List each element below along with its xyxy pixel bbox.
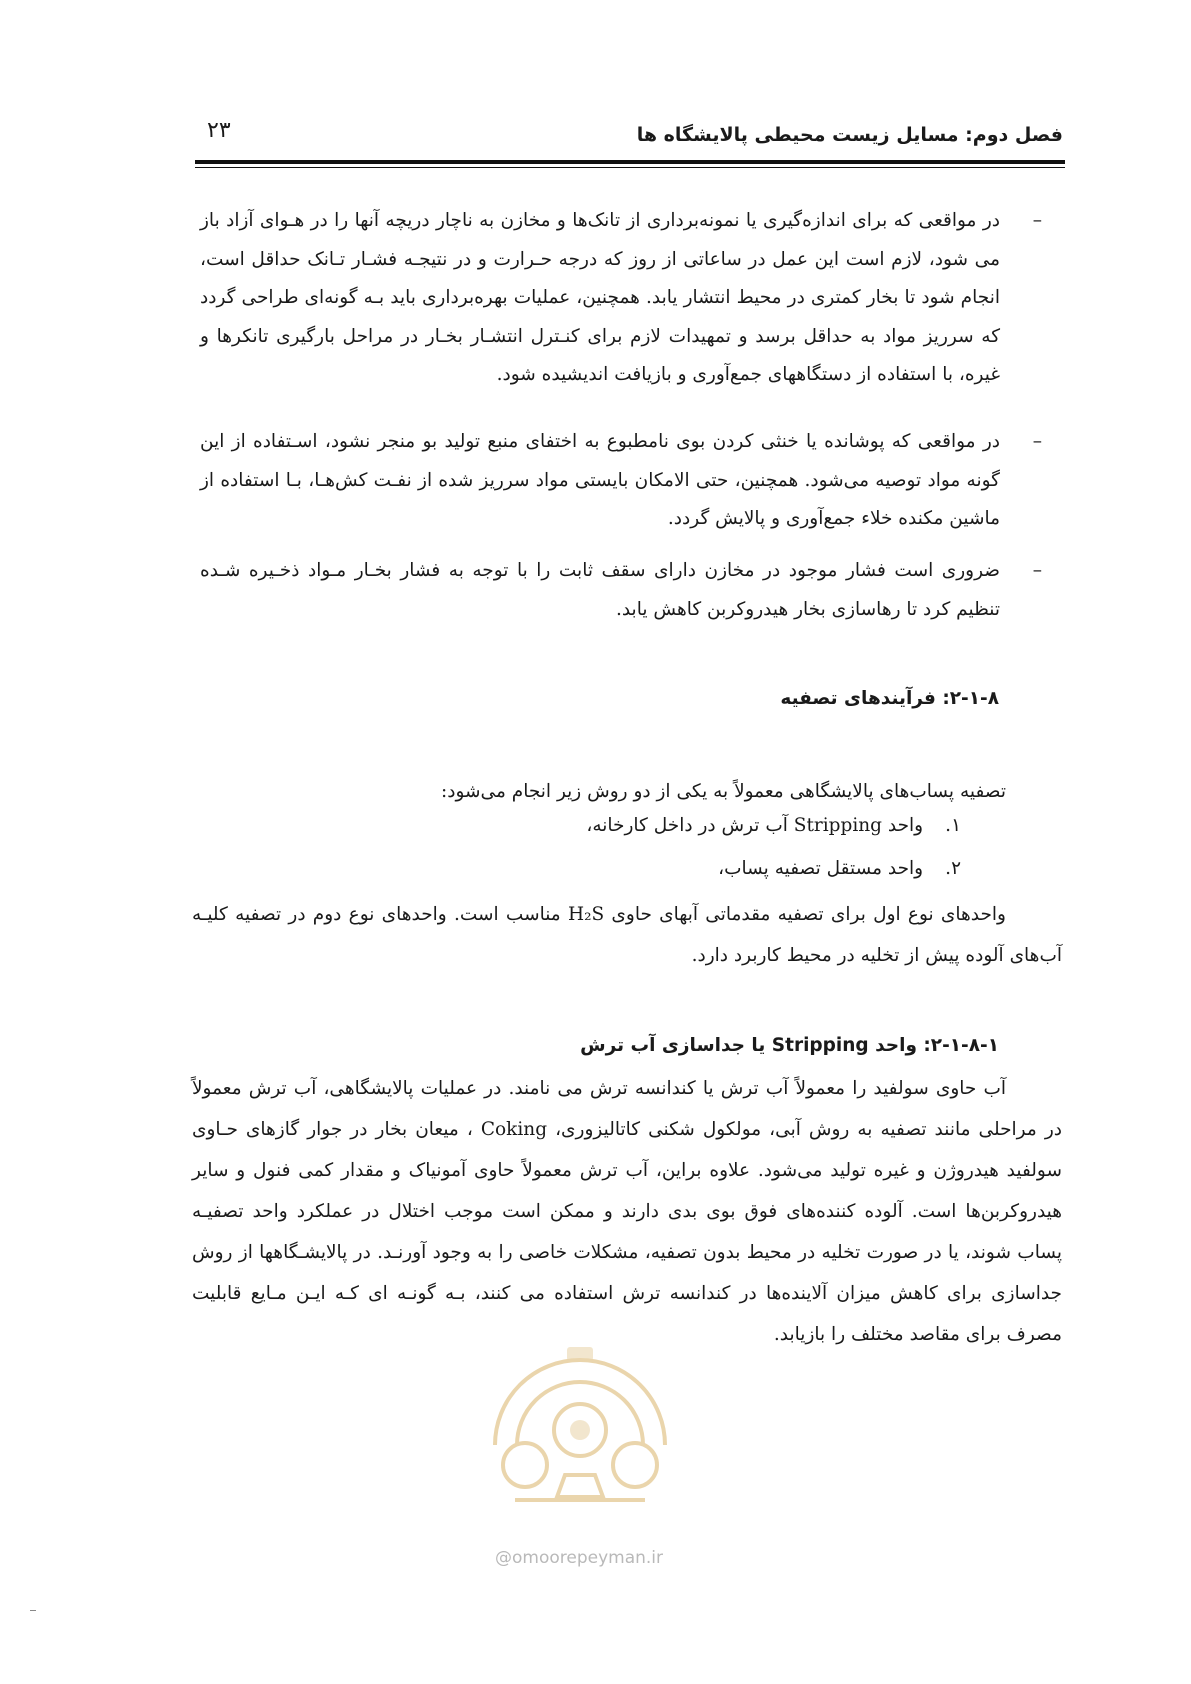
watermark-text: @omoorepeyman.ir (495, 1548, 664, 1568)
bullet-dash: – (1032, 210, 1042, 231)
subsection-heading: ۲-۱-۸-۱: واحد Stripping یا جداسازی آب ترش (580, 1035, 999, 1056)
list-number: ۱. (945, 815, 961, 836)
list-text: واحد مستقل تصفیه پساب، (718, 858, 924, 879)
bullet-item (200, 552, 1042, 629)
units-paragraph: واحدهای نوع اول برای تصفیه مقدماتی آبهای حاوی H₂S مناسب است. واحدهای نوع دوم در تصفیه کلیـه آب‌های آلوده پیش از تخلیه در محیط کاربرد دارد. (192, 904, 1062, 966)
intro-paragraph: تصفیه پساب‌های پالایشگاهی معمولاً به یکی از دو روش زیر انجام می‌شود: (441, 781, 1006, 802)
scan-mark (30, 1610, 36, 1611)
bullet-dash: – (1032, 431, 1042, 452)
bullet-dash: – (1032, 560, 1042, 581)
seal-logo-icon (455, 1325, 705, 1515)
list-text: واحد Stripping آب ترش در داخل کارخانه، (586, 815, 924, 836)
list-item (718, 858, 961, 879)
body-paragraph: آب حاوی سولفید را معمولاً آب ترش یا کندانسه ترش می نامند. در عملیات پالایشگاهی، آب ترش معمولاً در مراحلی مانند تصفیه به روش آبی، مولکول شکنی کاتالیزوری، Coking ، میعان بخار در جوار گازهای حـاوی سولفید هیدروژن و غیره تولید می‌شود. علاوه براین، آب ترش معمولاً حاوی آمونیاک و مقدار کمی فنول و سایر هیدروکربن‌ها است. آلوده کننده‌های فوق بوی بدی دارند و ممکن است موجب اختلال در عملکرد واحد تصفیـه پساب شوند، یا در صورت تخلیه در محیط بدون تصفیه، مشکلات خاصی را به وجود آورنـد. در پالایشـگاهها از روش جداسازی برای کاهش میزان آلاینده‌ها در کندانسه ترش استفاده می کنند، بـه گونـه ای کـه ایـن مـایع قابلیت مصرف برای مقاصد مختلف را بازیابد. (192, 1078, 1062, 1345)
header-rule-thin (195, 167, 1065, 168)
running-header (195, 118, 1063, 158)
page-number: ۲۳ (207, 118, 231, 143)
bullet-text: ضروری است فشار موجود در مخازن دارای سقف ثابت را با توجه به فشار بخـار مـواد ذخـیره شـده تنظیم کرد تا رهاسازی بخار هیدروکربن کاهش یابد. (200, 560, 1000, 620)
header-rule-thick (195, 160, 1065, 164)
bullet-text: در مواقعی که پوشانده یا خنثی کردن بوی نامطبوع به اختفای منبع تولید بو منجر نشود، اسـتفاده از این گونه مواد توصیه می‌شود. همچنین، حتی الامکان بایستی مواد سرریز شده از نفـت کش‌هـا، بـا استفاده از ماشین مکنده خلاء جمع‌آوری و پالایش گردد. (200, 431, 1000, 529)
chapter-title: فصل دوم: مسایل زیست محیطی پالایشگاه ها (636, 124, 1063, 146)
bullet-item (200, 202, 1042, 395)
bullet-item (200, 423, 1042, 539)
list-number: ۲. (945, 858, 961, 879)
bullet-text: در مواقعی که برای اندازه‌گیری یا نمونه‌برداری از تانک‌ها و مخازن به ناچار دریچه آنها را در هـوای آزاد باز می شود، لازم است این عمل در ساعاتی از روز که درجه حـرارت و در نتیجـه فشـار تـانک حداقل است، انجام شود تا بخار کمتری در محیط انتشار یابد. همچنین، عملیات بهره‌برداری باید بـه گونه‌ای طراحی گردد که سرریز مواد به حداقل برسد و تمهیدات لازم برای کنـترل انتشـار بخـار در مراحل بارگیری تانکرها و غیره، با استفاده از دستگاههای جمع‌آوری و بازیافت اندیشیده شود. (200, 210, 1000, 385)
section-heading: ۲-۱-۸: فرآیندهای تصفیه (780, 688, 999, 709)
list-item (586, 815, 961, 836)
